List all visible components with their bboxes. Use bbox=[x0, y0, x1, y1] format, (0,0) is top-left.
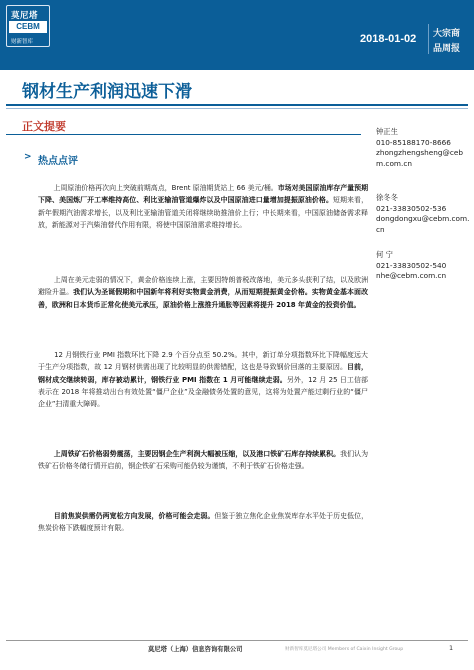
title-underline-thin bbox=[6, 108, 468, 109]
report-title: 钢材生产利润迅速下滑 bbox=[22, 82, 192, 102]
analyst-name: 钟正生 bbox=[376, 127, 398, 136]
header-divider bbox=[428, 24, 429, 54]
brand-logo bbox=[6, 5, 50, 47]
analyst-phone: 021-33830502-536 bbox=[376, 203, 447, 213]
analyst-email[interactable]: dongdongxu@cebm.com.cn bbox=[376, 214, 470, 234]
paragraph-crude-oil bbox=[38, 182, 368, 231]
analyst-card bbox=[376, 193, 472, 235]
footer-divider bbox=[6, 640, 468, 641]
footer-member-note: 财新智库莫尼塔公司 Members of Caixin Insight Group bbox=[285, 647, 404, 652]
section-heading: 正文提要 bbox=[22, 120, 66, 133]
analyst-phone: 010-85188170-8666 bbox=[376, 137, 451, 147]
chevron-right-icon: > bbox=[24, 152, 32, 162]
section-divider bbox=[6, 134, 361, 135]
paragraph-iron-ore bbox=[38, 448, 368, 473]
bold-text-run: 我们认为圣诞假期和中国新年将利好实物黄金消费，从而短期提振黄金价格。实物黄金基本面改善，欧洲和日本货币正常化使美元承压，原油价格上涨推升通胀等因素将提升 2018 年黄金的投资价值。 bbox=[38, 288, 369, 309]
logo-chinese-name: 莫尼塔 bbox=[11, 11, 39, 21]
analyst-email[interactable]: nhe@cebm.com.cn bbox=[376, 271, 447, 281]
analyst-card bbox=[376, 250, 472, 282]
text-run: 上周原油价格再次向上突破前期高点，Brent 原油期货站上 66 美元/桶。 bbox=[53, 184, 278, 192]
text-run: 我们认为铁矿石价格冬储行情开启前，钢企铁矿石采购可能仍较为谨慎，不利于铁矿石价格走强。 bbox=[38, 450, 369, 471]
title-underline bbox=[6, 104, 468, 106]
page-number: 1 bbox=[449, 644, 454, 652]
bold-text-run: 目前，钢材成交继续转弱，库存被动累计，钢铁行业 PMI 指数在 1 月可能继续走弱。 bbox=[38, 363, 368, 384]
analyst-name: 何 宁 bbox=[376, 250, 393, 259]
bold-text-run: 市场对美国原油库存产量预期下降、美国炼厂开工率维持高位、利比亚输油管道爆炸以及中国原油进口量增加提振原油价格。 bbox=[38, 184, 369, 205]
paragraph-steel-pmi bbox=[38, 349, 368, 410]
hot-points-heading: 热点点评 bbox=[38, 156, 78, 167]
text-run: 但鉴于独立焦化企业焦炭库存水平处于历史低位，焦炭价格下跌幅度预计有限。 bbox=[38, 512, 369, 533]
logo-tagline: 财新智库 bbox=[11, 39, 34, 45]
report-date: 2018-01-02 bbox=[360, 33, 417, 45]
paragraph-coke bbox=[38, 510, 368, 535]
text-run: 另外，12 月 25 日工信部表示在 2018 年将推动出台有效处置“僵尸企业”及金融债务处置的意见，这将为处置产能过剩行业的“僵尸企业”扫清重大障碍。 bbox=[38, 375, 368, 409]
logo-english-name: CEBM bbox=[9, 21, 47, 33]
header-band bbox=[0, 0, 474, 70]
analyst-email[interactable]: zhongzhengsheng@cebm.com.cn bbox=[376, 148, 463, 168]
analyst-name: 徐冬冬 bbox=[376, 193, 398, 202]
text-run: 12 月钢铁行业 PMI 指数环比下降 2.9 个百分点至 50.2%。其中，新订单分项指数环比下降幅度远大于生产分项指数，故 12 月钢材供需出现了比较明显的供需错配，这也是导致钢价回落的主要原因。 bbox=[38, 351, 368, 372]
report-category-line2: 品周报 bbox=[433, 44, 461, 54]
bold-text-run: 目前焦炭供需仍两宽松方向发展，价格可能会走弱。 bbox=[53, 512, 215, 520]
paragraph-gold bbox=[38, 274, 368, 311]
report-category-line1: 大宗商 bbox=[433, 29, 461, 39]
footer-company: 莫尼塔（上海）信息咨询有限公司 bbox=[148, 646, 243, 653]
text-run: 短期来看，新年假期汽油需求增长，以及利比亚输油管道关闭将继续助推油价上行；中长期来看，中国原油储备需求释放，新能源对于汽柴油替代作用有限，将使中国原油需求维持增长。 bbox=[38, 196, 369, 229]
text-run: 上周在美元走弱的情况下，黄金价格连续上涨，主要因特朗普税改落地，美元多头获利了结，以及欧洲避险升温。 bbox=[38, 276, 369, 297]
analyst-card bbox=[376, 127, 472, 169]
bold-text-run: 上周铁矿石价格弱势震荡，主要因钢企生产利润大幅被压缩，以及港口铁矿石库存持续累积。 bbox=[53, 450, 341, 458]
analyst-phone: 021-33830502-540 bbox=[376, 260, 447, 270]
